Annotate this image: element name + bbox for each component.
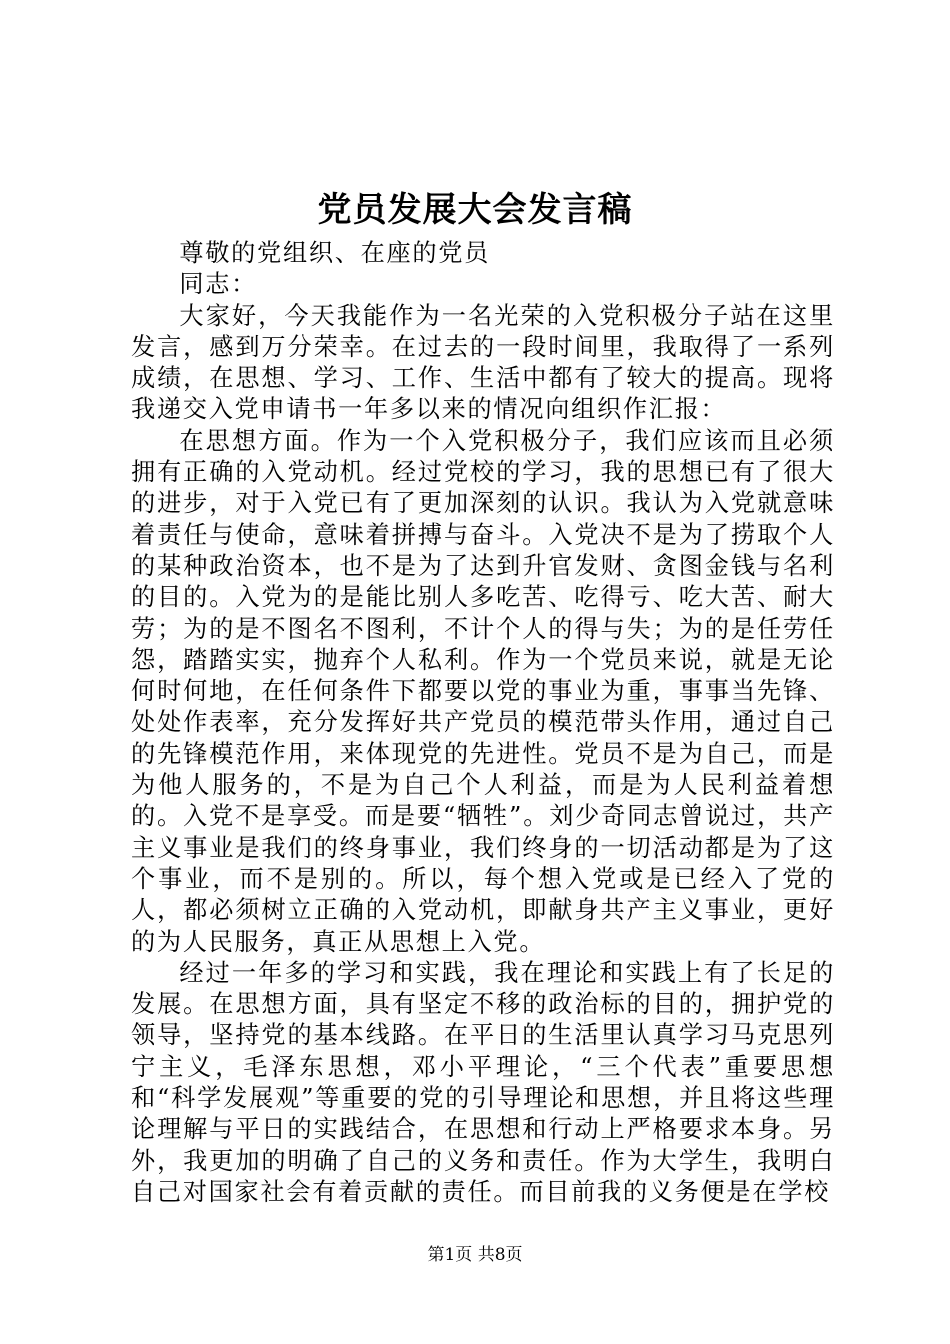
paragraph-progress: 经过一年多的学习和实践，我在理论和实践上有了长足的发展。在思想方面，具有坚定不移的政治标的目的，拥护党的领导，坚持党的基本线路。在平日的生活里认真学习马克思列宁主义，毛泽东思想，邓小平理论，“三个代表”重要思想和“科学发展观”等重要的党的引导理论和思想，并且将这些理论理解与平日的实践结合，在思想和行动上严格要求本身。另外，我更加的明确了自己的义务和责任。作为大学生，我明白自己对国家社会有着贡献的责任。而目前我的义务便是在学校 [131,958,835,1206]
document-title: 党员发展大会发言稿 [317,190,633,230]
salutation-line-1: 尊敬的党组织、在座的党员 [179,239,491,267]
paragraph-thought: 在思想方面。作为一个入党积极分子，我们应该而且必须拥有正确的入党动机。经过党校的学习，我的思想已有了很大的进步，对于入党已有了更加深刻的认识。我认为入党就意味着责任与使命，意味着拼搏与奋斗。入党决不是为了捞取个人的某种政治资本，也不是为了达到升官发财、贪图金钱与名利的目的。入党为的是能比别人多吃苦、吃得亏、吃大苦、耐大劳；为的是不图名不图利，不计个人的得与失；为的是任劳任怨，踏踏实实，抛弃个人私利。作为一个党员来说，就是无论何时何地，在任何条件下都要以党的事业为重，事事当先锋、处处作表率，充分发挥好共产党员的模范带头作用，通过自己的先锋模范作用，来体现党的先进性。党员不是为自己，而是为他人服务的，不是为自己个人利益，而是为人民利益着想的。入党不是享受。而是要“牺牲”。刘少奇同志曾说过，共产主义事业是我们的终身事业，我们终身的一切活动都是为了这个事业，而不是别的。所以，每个想入党或是已经入了党的人，都必须树立正确的入党动机，即献身共产主义事业，更好的为人民服务，真正从思想上入党。 [131,426,835,956]
page-footer: 第1页 共8页 [427,1245,523,1265]
salutation-line-2: 同志： [179,270,258,299]
document-body [131,238,835,1208]
paragraph-greeting: 大家好，今天我能作为一名光荣的入党积极分子站在这里发言，感到万分荣幸。在过去的一段时间里，我取得了一系列成绩，在思想、学习、工作、生活中都有了较大的提高。现将我递交入党申请书一年多以来的情况向组织作汇报： [131,301,835,424]
